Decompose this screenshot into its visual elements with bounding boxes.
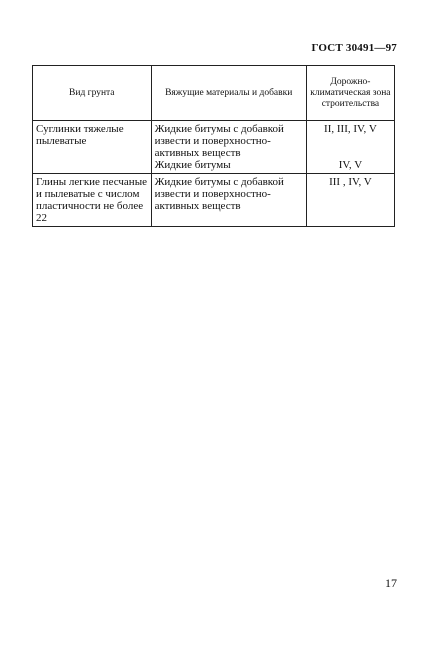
zone-cell <box>306 174 394 227</box>
binder-option: Жидкие битумы с добавкой извести и поверхностно-активных веществ <box>154 123 284 159</box>
soil-cell: Суглинки тяжелые пылеватые <box>33 121 152 174</box>
document-code: ГОСТ 30491—97 <box>311 42 397 54</box>
binder-option: Жидкие битумы с добавкой извести и поверхностно-активных веществ <box>154 176 284 212</box>
zone-value: IV, V <box>338 159 363 171</box>
binder-option: Жидкие битумы <box>154 159 231 171</box>
binder-cell <box>151 121 306 174</box>
column-header-zone: Дорожно-климатическая зона строительства <box>306 66 394 121</box>
column-header-binder: Вяжущие материалы и добавки <box>151 66 306 121</box>
soil-cell: Глины легкие песчаные и пылеватые с числом пластичности не более 22 <box>33 174 152 227</box>
table-header-row <box>33 66 395 121</box>
column-header-soil: Вид грунта <box>33 66 152 121</box>
table-row <box>33 121 395 174</box>
table-row <box>33 174 395 227</box>
binder-cell <box>151 174 306 227</box>
page-number: 17 <box>385 576 397 590</box>
zone-value: III , IV, V <box>329 176 372 188</box>
zone-value: II, III, IV, V <box>324 123 377 135</box>
soil-binders-table <box>32 65 395 227</box>
zone-cell <box>306 121 394 174</box>
